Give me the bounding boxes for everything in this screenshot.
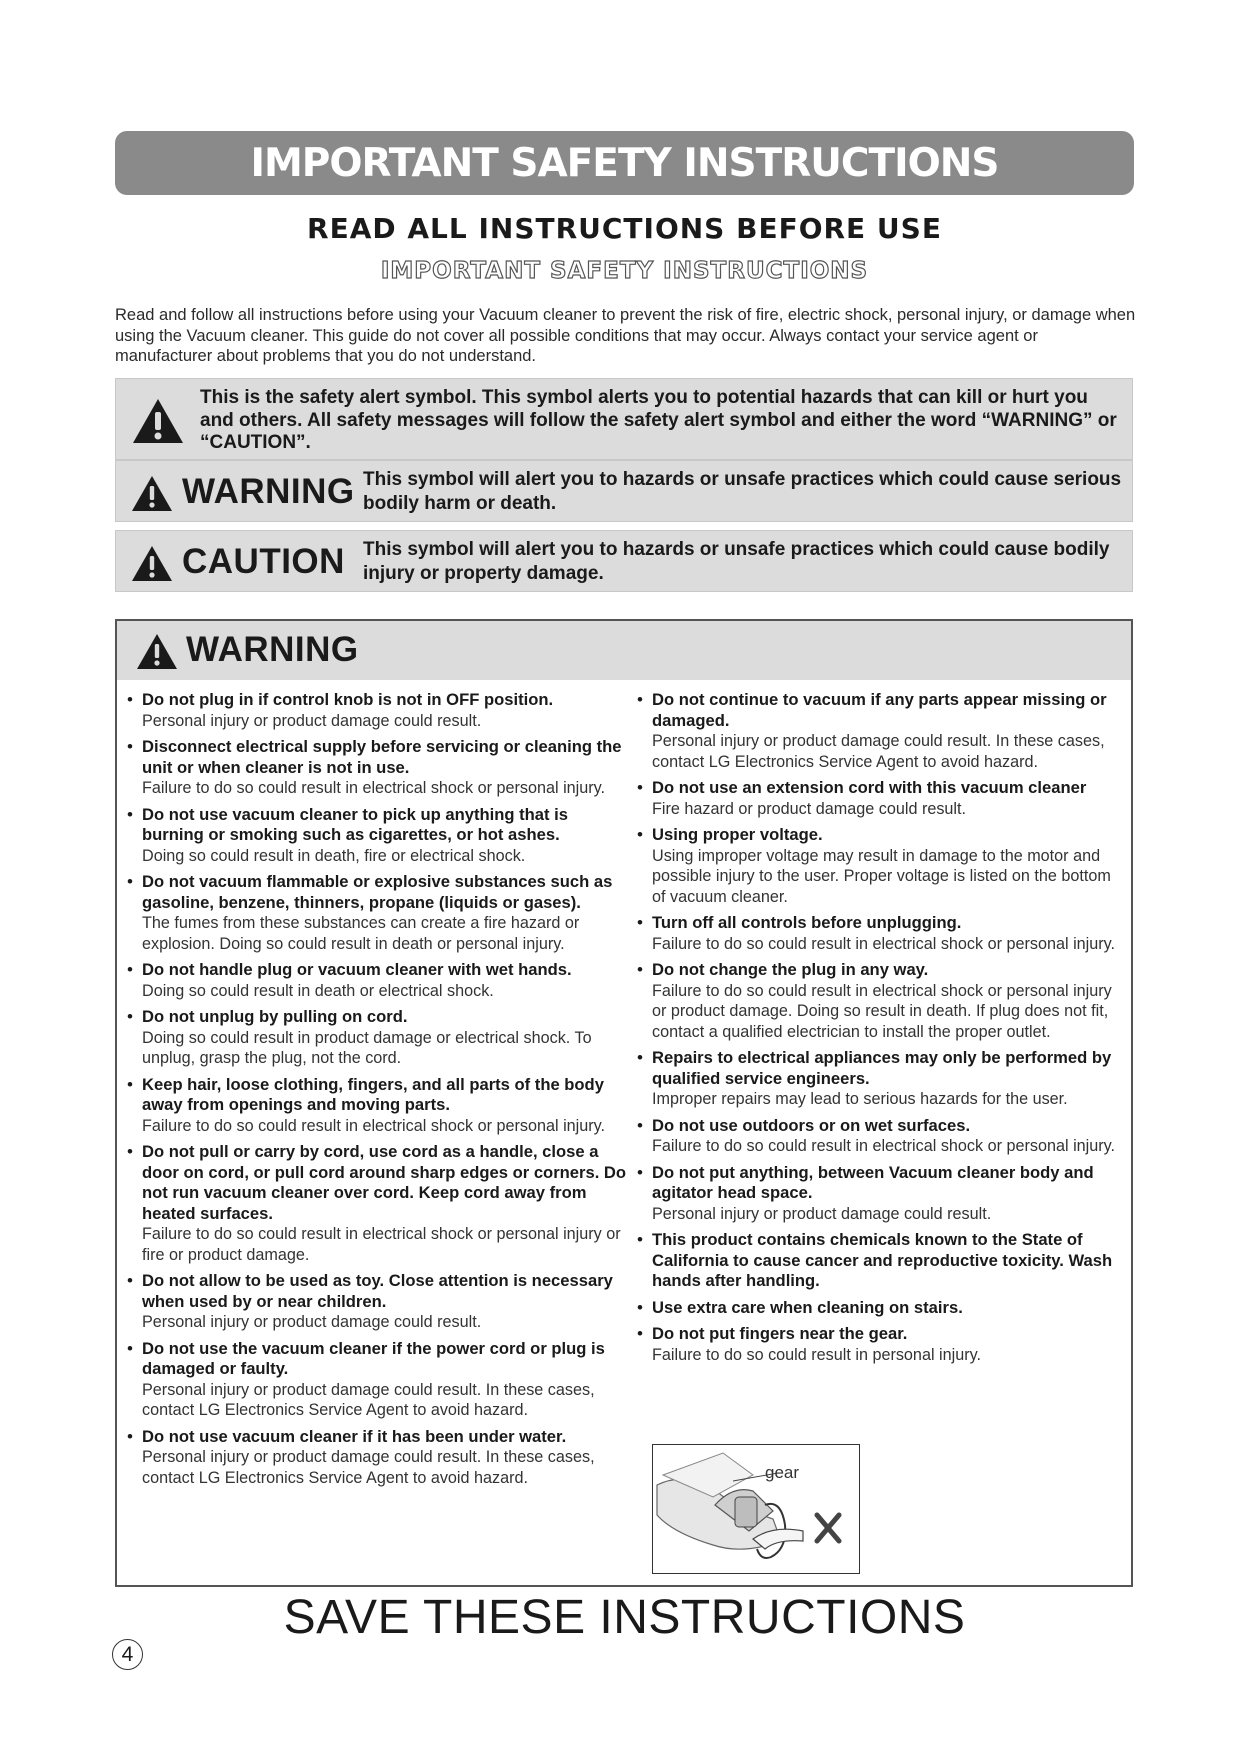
caution-definition-box [115,530,1133,592]
intro-paragraph: Read and follow all instructions before using your Vacuum cleaner to prevent the risk of fire, electric shock, personal injury, or damage when using the Vacuum cleaner. This guide do not cover all possible conditions that may occur. Always contact your service agent or manufacturer about problems that you do not understand. [115,306,1136,365]
warning-list-right [637,690,1237,1371]
list-item: • Do not pull or carry by cord, use cord as a handle, close a door on cord, or pull cord around sharp edges or corners. Do not run vacuum cleaner over cord. Keep cord away from heated surfaces. Failure to do so could result in electrical shock or personal injury or fire or product damage. [127,1142,627,1264]
page-number: 4 [112,1639,143,1670]
gear-label: gear [765,1463,800,1482]
list-item: • Use extra care when cleaning on stairs. [637,1297,963,1317]
list-item: • Do not vacuum flammable or explosive substances such as gasoline, benzene, thinners, propane (liquids or gases). The fumes from these substances can create a fire hazard or explosion. Doing so could result in death or personal injury. [127,872,613,953]
gear-illustration [652,1444,860,1574]
title-banner [115,131,1134,195]
list-item: • Do not use vacuum cleaner if it has been under water. Personal injury or product damage could result. In these cases, contact LG Electronics Service Agent to avoid hazard. [127,1426,595,1487]
list-item: • Do not use vacuum cleaner to pick up anything that is burning or smoking such as cigarettes, or hot ashes. Doing so could result in death, fire or electrical shock. [127,804,568,865]
caution-label: CAUTION [182,542,345,581]
warning-section-header [117,621,1131,680]
subtitle: READ ALL INSTRUCTIONS BEFORE USE [307,212,942,245]
list-item: • This product contains chemicals known to the State of California to cause cancer and reproductive toxicity. Wash hands after handling. [637,1230,1113,1290]
warning-definition-text: This symbol will alert you to hazards or unsafe practices which could cause serious bodily harm or death. [363,469,1122,514]
list-item: • Do not use outdoors or on wet surfaces. Failure to do so could result in electrical shock or personal injury. [637,1115,1116,1155]
list-item: • Using proper voltage. Using improper voltage may result in damage to the motor and possible injury to the user. Proper voltage is listed on the bottom of vacuum cleaner. [637,825,1111,906]
safety-alert-text: This is the safety alert symbol. This symbol alerts you to potential hazards that can kill or hurt you and others. All safety messages will follow the safety alert symbol and either the word “WARNING” or “CAUTION”. [200,387,1117,453]
warning-definition-box [115,460,1133,522]
list-item: • Turn off all controls before unplugging. Failure to do so could result in electrical shock or personal injury. [637,913,1116,953]
list-item: • Do not put anything, between Vacuum cleaner body and agitator head space. Personal injury or product damage could result. [637,1162,1094,1223]
list-item: • Do not unplug by pulling on cord. Doing so could result in product damage or electrical shock. To unplug, grasp the plug, not the cord. [127,1007,592,1067]
warning-triangle-icon [131,397,185,445]
outline-title: IMPORTANT SAFETY INSTRUCTIONS [380,258,869,284]
list-item: • Do not plug in if control knob is not in OFF position. Personal injury or product damage could result. [127,690,554,730]
list-item: • Repairs to electrical appliances may only be performed by qualified service engineers. Improper repairs may lead to serious hazards for the user. [637,1048,1112,1108]
warning-list-left [127,690,627,1494]
warning-label: WARNING [182,472,355,511]
caution-definition-text: This symbol will alert you to hazards or unsafe practices which could cause bodily injury or property damage. [363,539,1110,584]
list-item: • Do not change the plug in any way. Failure to do so could result in electrical shock or personal injury or product damage. Doing so result in death. If plug does not fit, contact a qualified electrician to install the proper outlet. [637,960,1112,1041]
save-instructions-heading: SAVE THESE INSTRUCTIONS [283,1591,966,1644]
list-item: • Keep hair, loose clothing, fingers, and all parts of the body away from openings and moving parts. Failure to do so could result in electrical shock or personal injury. [127,1074,606,1135]
safety-alert-box [115,378,1133,460]
warning-section [115,619,1133,1587]
warning-triangle-icon [131,475,173,512]
warning-triangle-icon [131,545,173,582]
vacuum-gear-illustration [653,1445,858,1572]
list-item: • Do not use the vacuum cleaner if the power cord or plug is damaged or faulty. Personal injury or product damage could result. In these cases, contact LG Electronics Service Agent to avoid hazard. [127,1338,605,1419]
warning-triangle-icon [136,633,178,670]
list-item: • Disconnect electrical supply before servicing or cleaning the unit or when cleaner is not in use. Failure to do so could result in electrical shock or personal injury. [127,737,622,797]
list-item: • Do not put fingers near the gear. Failure to do so could result in personal injury. [637,1324,982,1364]
warning-section-title: WARNING [186,630,359,669]
list-item: • Do not allow to be used as toy. Close attention is necessary when used by or near children. Personal injury or product damage could result. [127,1271,613,1331]
list-item: • Do not continue to vacuum if any parts appear missing or damaged. Personal injury or product damage could result. In these cases, contact LG Electronics Service Agent to avoid hazard. [637,690,1107,771]
page-title: IMPORTANT SAFETY INSTRUCTIONS [250,140,999,186]
list-item: • Do not use an extension cord with this vacuum cleaner Fire hazard or product damage could result. [637,778,1087,818]
list-item: • Do not handle plug or vacuum cleaner with wet hands. Doing so could result in death or electrical shock. [127,960,572,1000]
